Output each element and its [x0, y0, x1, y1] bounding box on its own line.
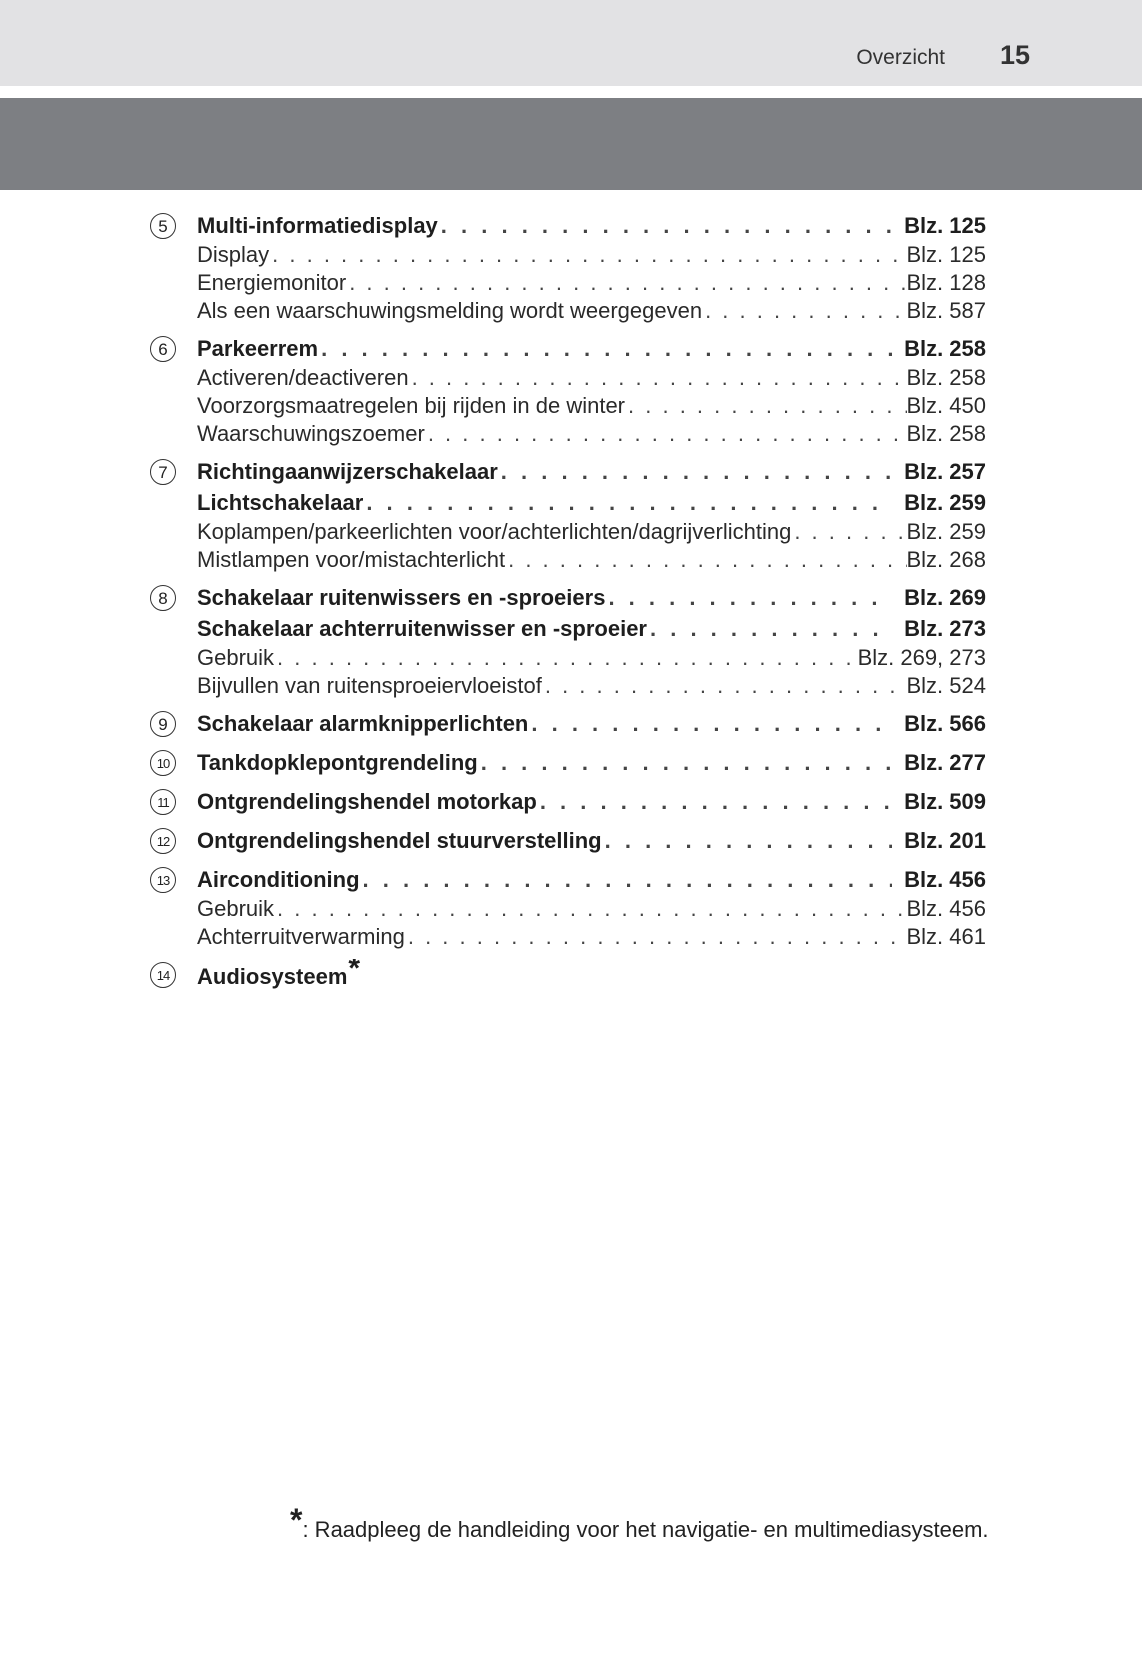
dot-leader: [363, 487, 892, 518]
page-reference[interactable]: Blz. 258: [906, 421, 986, 446]
page-reference[interactable]: Blz. 128: [906, 270, 986, 295]
entry-label: Ontgrendelingshendel stuurverstelling: [197, 828, 602, 853]
page-reference[interactable]: Blz. 509: [904, 789, 986, 814]
toc-entry[interactable]: [197, 747, 986, 778]
toc-subentry[interactable]: [197, 364, 986, 392]
header-bar: [0, 0, 1142, 86]
dot-leader: [602, 825, 892, 856]
toc-group: [150, 333, 986, 448]
toc-group: [150, 747, 986, 778]
toc-subentry[interactable]: [197, 923, 986, 951]
table-of-contents: [150, 210, 986, 998]
toc-entry[interactable]: [197, 708, 986, 739]
entry-label: Activeren/deactiveren: [197, 365, 409, 390]
toc-group: [150, 864, 986, 951]
footnote-marker: *: [348, 959, 361, 985]
page-reference[interactable]: Blz. 273: [904, 616, 986, 641]
toc-subentry[interactable]: [197, 241, 986, 269]
entry-label: Tankdopklepontgrendeling: [197, 750, 478, 775]
dot-leader: [498, 456, 892, 487]
page-reference[interactable]: Blz. 524: [906, 673, 986, 698]
dot-leader: [274, 644, 858, 672]
dot-leader: [625, 392, 906, 420]
entry-label: Energiemonitor: [197, 270, 347, 295]
toc-entry[interactable]: [197, 487, 986, 518]
dot-leader: [505, 546, 906, 574]
dot-leader: [438, 210, 892, 241]
toc-entry[interactable]: [197, 613, 986, 644]
entry-label: Gebruik: [197, 645, 275, 670]
dot-leader: [405, 923, 907, 951]
page-reference[interactable]: Blz. 277: [904, 750, 986, 775]
header-band: [0, 98, 1142, 190]
footnote-marker: *: [290, 1502, 303, 1538]
page-reference[interactable]: Blz. 269: [904, 585, 986, 610]
circled-number: 6: [150, 336, 176, 362]
entry-label: Gebruik: [197, 896, 275, 921]
toc-group: [150, 786, 986, 817]
page-reference[interactable]: Blz. 201: [904, 828, 986, 853]
entry-label: Waarschuwingszoemer: [197, 421, 425, 446]
toc-subentry[interactable]: [197, 546, 986, 574]
entry-label: Schakelaar ruitenwissers en -sproeiers: [197, 585, 606, 610]
dot-leader: [425, 420, 907, 448]
page-reference[interactable]: Blz. 125: [904, 213, 986, 238]
entry-label: Lichtschakelaar: [197, 490, 364, 515]
entry-label: Airconditioning: [197, 867, 360, 892]
footnote: [290, 1502, 989, 1545]
toc-subentry[interactable]: [197, 672, 986, 700]
page-reference[interactable]: Blz. 450: [906, 393, 986, 418]
circled-number: 11: [150, 789, 176, 815]
page-reference[interactable]: Blz. 268: [906, 547, 986, 572]
toc-entry[interactable]: [197, 786, 986, 817]
toc-subentry[interactable]: [197, 392, 986, 420]
page-reference[interactable]: Blz. 566: [904, 711, 986, 736]
dot-leader: [274, 895, 906, 923]
dot-leader: [605, 582, 892, 613]
circled-number: 8: [150, 585, 176, 611]
page-reference[interactable]: Blz. 461: [906, 924, 986, 949]
dot-leader: [409, 364, 907, 392]
entry-label: Display: [197, 242, 270, 267]
entry-label: Audiosysteem: [197, 964, 348, 989]
toc-entry[interactable]: [197, 825, 986, 856]
page-reference[interactable]: Blz. 257: [904, 459, 986, 484]
circled-number: 9: [150, 711, 176, 737]
page-reference[interactable]: Blz. 258: [904, 336, 986, 361]
toc-group: [150, 456, 986, 574]
toc-group: [150, 825, 986, 856]
toc-group: [150, 959, 986, 990]
dot-leader: [647, 613, 892, 644]
dot-leader: [346, 269, 906, 297]
page-reference[interactable]: Blz. 259: [904, 490, 986, 515]
dot-leader: [791, 518, 906, 546]
entry-label: Mistlampen voor/mistachterlicht: [197, 547, 506, 572]
circled-number: 13: [150, 867, 176, 893]
page-reference[interactable]: Blz. 269, 273: [857, 645, 986, 670]
page-reference[interactable]: Blz. 259: [906, 519, 986, 544]
circled-number: 14: [150, 962, 176, 988]
entry-label: Schakelaar alarmknipperlichten: [197, 711, 529, 736]
dot-leader: [702, 297, 906, 325]
page-reference[interactable]: Blz. 456: [904, 867, 986, 892]
dot-leader: [360, 864, 893, 895]
entry-label: Richtingaanwijzerschakelaar: [197, 459, 498, 484]
entry-label: Schakelaar achterruitenwisser en -sproeier: [197, 616, 647, 641]
dot-leader: [478, 747, 892, 778]
toc-entry[interactable]: [197, 333, 986, 364]
footnote-text: : Raadpleeg de handleiding voor het navigatie- en multimediasysteem.: [302, 1517, 989, 1542]
toc-subentry[interactable]: [197, 420, 986, 448]
circled-number: 5: [150, 213, 176, 239]
toc-subentry[interactable]: [197, 644, 986, 672]
toc-group: [150, 582, 986, 700]
entry-label: Voorzorgsmaatregelen bij rijden in de winter: [197, 393, 626, 418]
circled-number: 10: [150, 750, 176, 776]
circled-number: 7: [150, 459, 176, 485]
toc-entry[interactable]: [197, 959, 986, 990]
toc-subentry[interactable]: [197, 297, 986, 325]
entry-label: Parkeerrem: [197, 336, 319, 361]
circled-number: 12: [150, 828, 176, 854]
toc-subentry[interactable]: [197, 895, 986, 923]
toc-entry[interactable]: [197, 210, 986, 241]
toc-entry[interactable]: [197, 456, 986, 487]
dot-leader: [269, 241, 906, 269]
dot-leader: [542, 672, 907, 700]
dot-leader: [318, 333, 892, 364]
page-reference[interactable]: Blz. 456: [906, 896, 986, 921]
page-number: 15: [999, 40, 1030, 70]
page-reference[interactable]: Blz. 258: [906, 365, 986, 390]
toc-entry[interactable]: [197, 864, 986, 895]
toc-group: [150, 708, 986, 739]
toc-subentry[interactable]: [197, 518, 986, 546]
entry-label: Als een waarschuwingsmelding wordt weergegeven: [197, 298, 703, 323]
entry-label: Ontgrendelingshendel motorkap: [197, 789, 537, 814]
toc-subentry[interactable]: [197, 269, 986, 297]
entry-label: Bijvullen van ruitensproeiervloeistof: [197, 673, 542, 698]
entry-label: Achterruitverwarming: [197, 924, 405, 949]
section-title: Overzicht: [856, 46, 945, 69]
dot-leader: [537, 786, 892, 817]
page-reference[interactable]: Blz. 587: [906, 298, 986, 323]
dot-leader: [528, 708, 892, 739]
entry-label: Koplampen/parkeerlichten voor/achterlichten/dagrijverlichting: [197, 519, 792, 544]
toc-group: [150, 210, 986, 325]
page-reference[interactable]: Blz. 125: [906, 242, 986, 267]
toc-entry[interactable]: [197, 582, 986, 613]
entry-label: Multi-informatiedisplay: [197, 213, 438, 238]
